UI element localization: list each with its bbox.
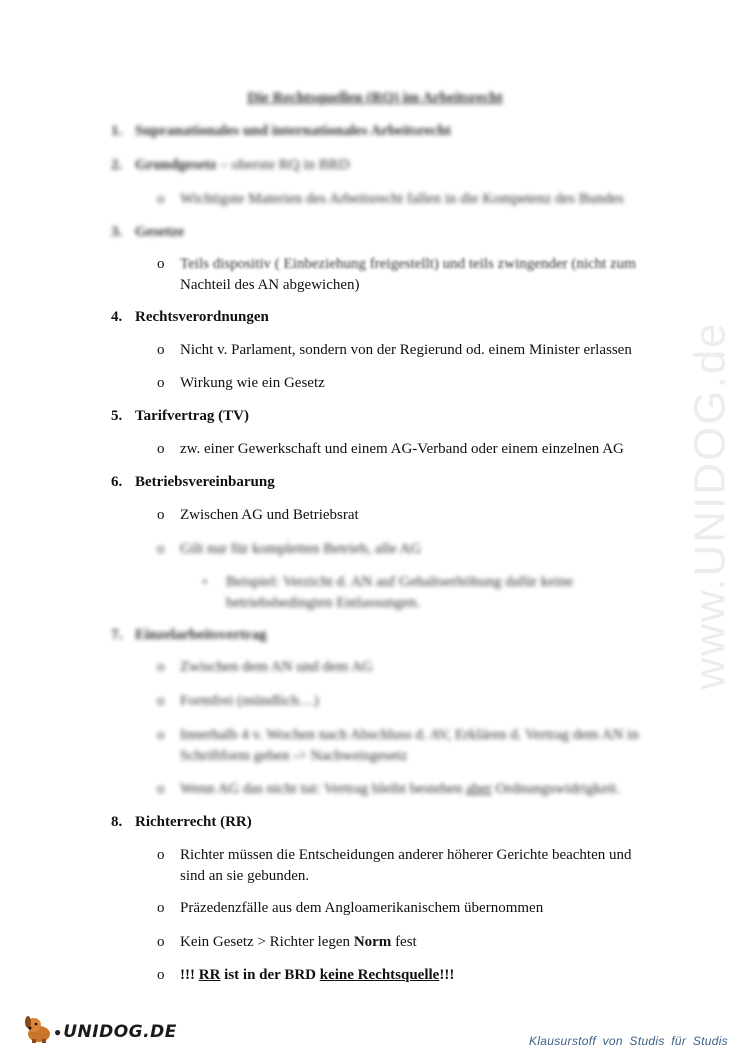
sub-item-text: Wenn AG das nicht tut: Vertrag bleibt bestehen aber Ordnungswidrigkeit. [180, 781, 621, 797]
item-heading: Rechtsverordnungen [135, 309, 269, 325]
sub-item-text: Zwischen dem AN und dem AG [180, 659, 373, 675]
item-number: 7. [111, 627, 123, 643]
item-number: 8. [111, 814, 123, 830]
sub-item-text: Nicht v. Parlament, sondern von der Regierund od. einem Minister erlassen [180, 342, 632, 358]
sub-marker: o [157, 781, 165, 797]
watermark-text: www.UNIDOG.de [685, 320, 735, 690]
dog-mascot-icon [22, 1014, 56, 1051]
sub-item-text: Präzedenzfälle aus dem Angloamerikanischem übernommen [180, 900, 544, 916]
sub-marker: o [157, 507, 165, 523]
logo-text: UNIDOG.DE [63, 1022, 177, 1042]
item-heading: Gesetze [135, 224, 185, 240]
sub-item-text: Wirkung wie ein Gesetz [180, 375, 325, 391]
item-number: 3. [111, 224, 123, 240]
item-heading: Tarifvertrag (TV) [135, 408, 249, 424]
sub-item-line2: Nachteil des AN abgewichen) [180, 277, 360, 293]
item-heading: Richterrecht (RR) [135, 814, 252, 830]
sub-marker: o [157, 727, 165, 743]
sub-marker: o [157, 541, 165, 557]
sub-item-text: zw. einer Gewerkschaft und einem AG-Verband oder einem einzelnen AG [180, 441, 624, 457]
item-number: 2. [111, 157, 123, 173]
sub-marker: o [157, 847, 165, 863]
sub-item-line1: Teils dispositiv ( Einbeziehung freigestellt) und teils zwingender (nicht zum [180, 256, 636, 272]
sub-item-text: !!! RR ist in der BRD keine Rechtsquelle!!! [180, 967, 455, 983]
sub-item-text: Formfrei (mündlich…) [180, 693, 319, 709]
sub-marker: o [157, 900, 165, 916]
sub-item-text: Gilt nur für kompletten Betrieb, alle AG [180, 541, 422, 557]
sub-item-text: Kein Gesetz > Richter legen Norm fest [180, 934, 417, 950]
item-heading: Einzelarbeitsvertrag [135, 627, 267, 643]
item-number: 6. [111, 474, 123, 490]
item-number: 4. [111, 309, 123, 325]
sub-marker: o [157, 342, 165, 358]
sub-marker: o [157, 967, 165, 983]
sub-item-line1: Richter müssen die Entscheidungen anderer höherer Gerichte beachten und [180, 847, 632, 863]
sub-marker: o [157, 441, 165, 457]
sub-marker: o [157, 256, 165, 272]
sub-item-line2: sind an sie gebunden. [180, 868, 310, 884]
unidog-logo[interactable] [22, 1014, 177, 1051]
sub-marker: o [157, 659, 165, 675]
sub-item-text: Wichtigste Materien des Arbeitsrecht fallen in die Kompetenz des Bundes [180, 191, 624, 207]
sub-item-text: Zwischen AG und Betriebsrat [180, 507, 359, 523]
bullet-line1: Beispiel: Verzicht d. AN auf Gehaltserhöhung dafür keine [226, 574, 574, 590]
item-heading: Grundgesetz – oberste RQ in BRD [135, 157, 350, 173]
watermark [685, 280, 735, 730]
sub-item-line2: Schriftform geben -> Nachweisgesetz [180, 748, 408, 764]
paw-icon: ● [54, 1025, 62, 1039]
sub-marker: o [157, 934, 165, 950]
sub-marker: o [157, 191, 165, 207]
item-number: 5. [111, 408, 123, 424]
sub-marker: o [157, 693, 165, 709]
bullet-line2: betriebsbedingten Entlassungen. [226, 595, 421, 611]
footer-slogan: Klausurstoff von Studis für Studis [529, 1034, 728, 1048]
document-title: Die Rechtsquellen (RQ) im Arbeitsrecht [247, 90, 503, 106]
item-number: 1. [111, 123, 123, 139]
bullet-marker: ▪ [203, 576, 207, 588]
item-heading: Betriebsvereinbarung [135, 474, 275, 490]
sub-marker: o [157, 375, 165, 391]
item-heading: Supranationales und internationales Arbeitsrecht [135, 123, 452, 139]
sub-item-line1: Innerhalb 4 v. Wochen nach Abschluss d. AV, Erklären d. Vertrag dem AN in [180, 727, 639, 743]
